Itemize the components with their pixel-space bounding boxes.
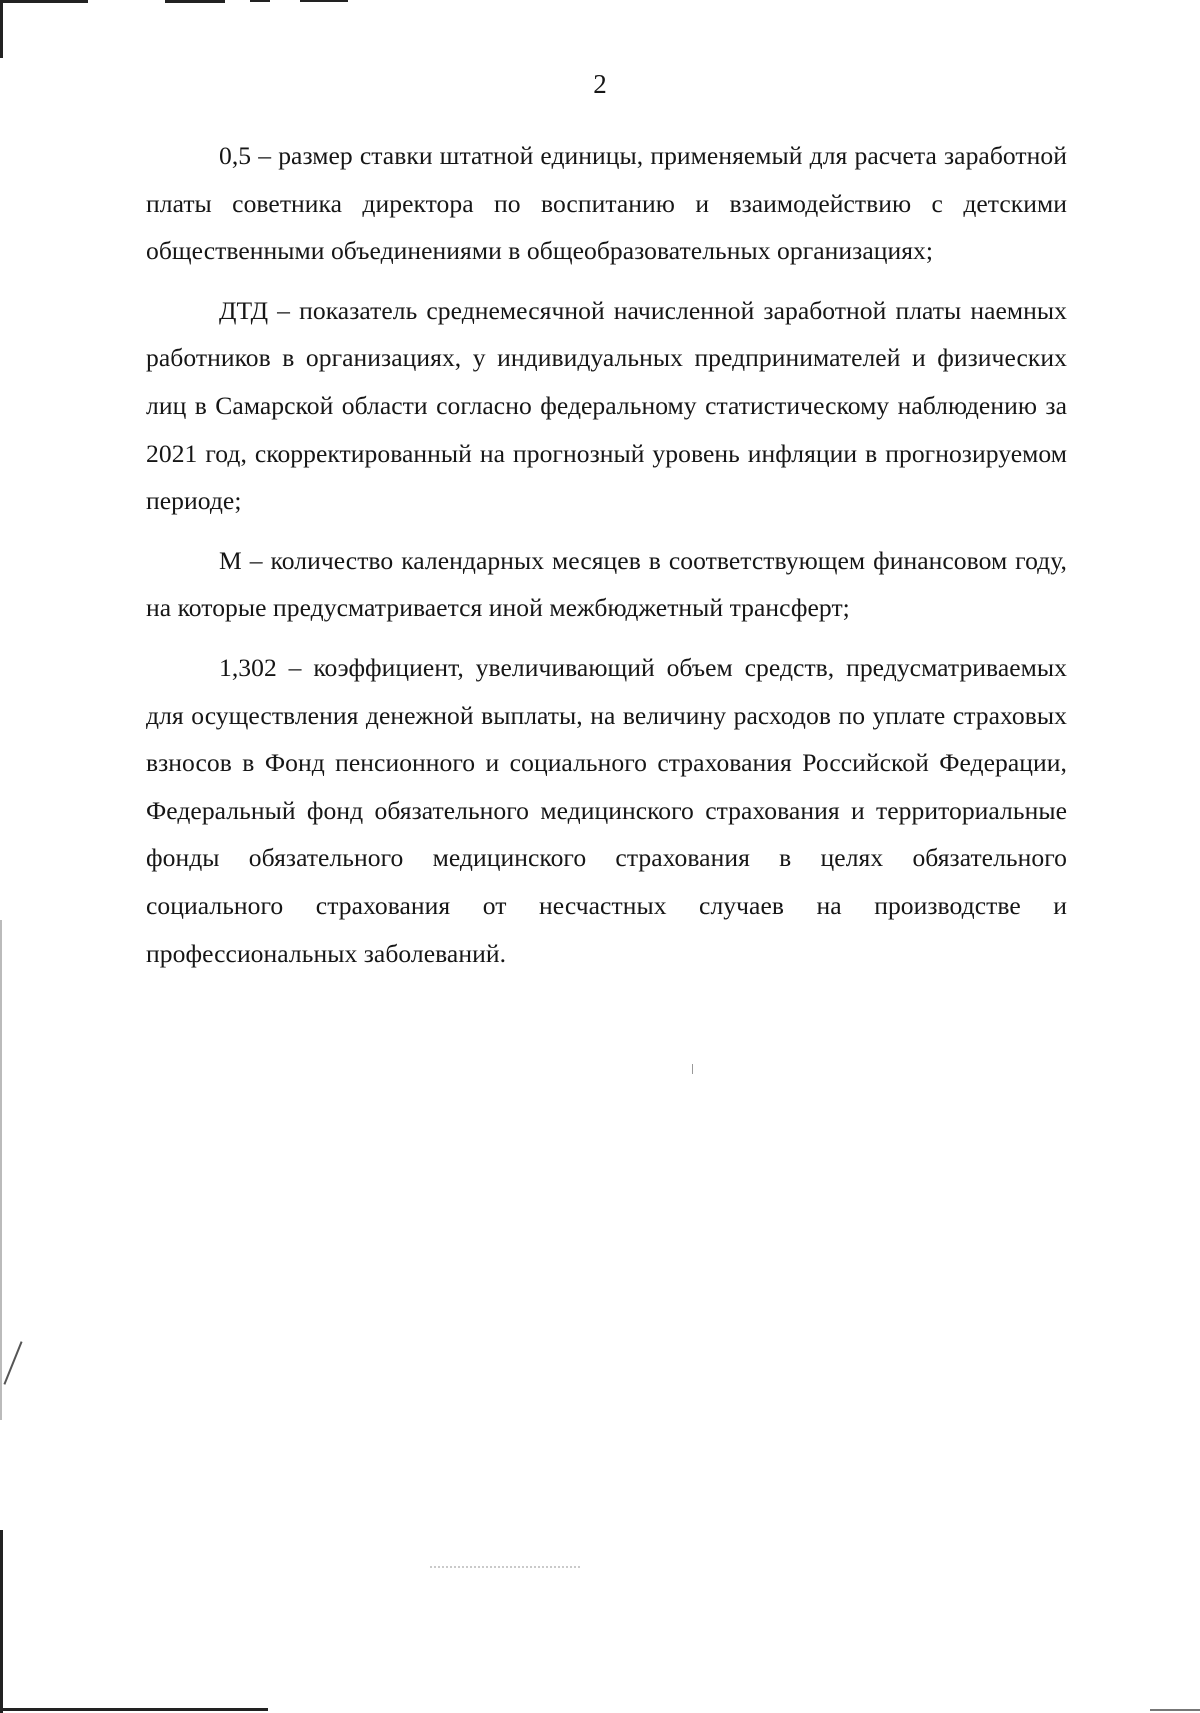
scan-edge-bottom xyxy=(0,1708,268,1711)
paragraph-coefficient: 1,302 – коэффициент, увеличивающий объем средств, предусматриваемых для осуществления денежной выплаты, на величину расходов по уплате страховых взносов в Фонд пенсионного и социального страхования Российской Федерации, Федеральный фонд обязательного медицинского страхования и территориальные фонды обязательного медицинского страхования в целях обязательного социального страхования от несчастных случаев на производстве и профессиональных заболеваний. xyxy=(146,652,1067,968)
body-text xyxy=(146,132,1067,977)
paragraph-dtd: ДТД – показатель среднемесячной начисленной заработной платы наемных работников в организациях, у индивидуальных предпринимателей и физических лиц в Самарской области согласно федеральному статистическому наблюдению за 2021 год, скорректированный на прогнозный уровень инфляции в прогнозируемом периоде; xyxy=(146,295,1067,516)
scan-edge-left-top xyxy=(0,0,3,58)
scan-edge-left-bottom xyxy=(0,1530,3,1713)
faded-stamp-mark xyxy=(318,1540,590,1568)
scan-dot xyxy=(692,1064,693,1074)
scan-edge-top-left xyxy=(0,0,88,3)
scan-edge-top-mid2 xyxy=(250,0,270,2)
scan-edge-left-mid xyxy=(0,920,2,1420)
scan-edge-bottom-right xyxy=(1150,1709,1200,1711)
scan-mark-left xyxy=(3,1341,22,1384)
scan-edge-top-mid xyxy=(165,0,225,3)
faded-stamp-underline xyxy=(430,1566,580,1574)
scan-edge-top-right xyxy=(300,0,348,2)
paragraph-rate: 0,5 – размер ставки штатной единицы, применяемый для расчета заработной платы советника директора по воспитанию и взаимодействию с детскими общественными объединениями в общеобразовательных организациях; xyxy=(146,141,1067,266)
page-number: 2 xyxy=(593,69,607,99)
paragraph-months: М – количество календарных месяцев в соответствующем финансовом году, на которые предусматривается иной межбюджетный трансферт; xyxy=(146,545,1067,623)
